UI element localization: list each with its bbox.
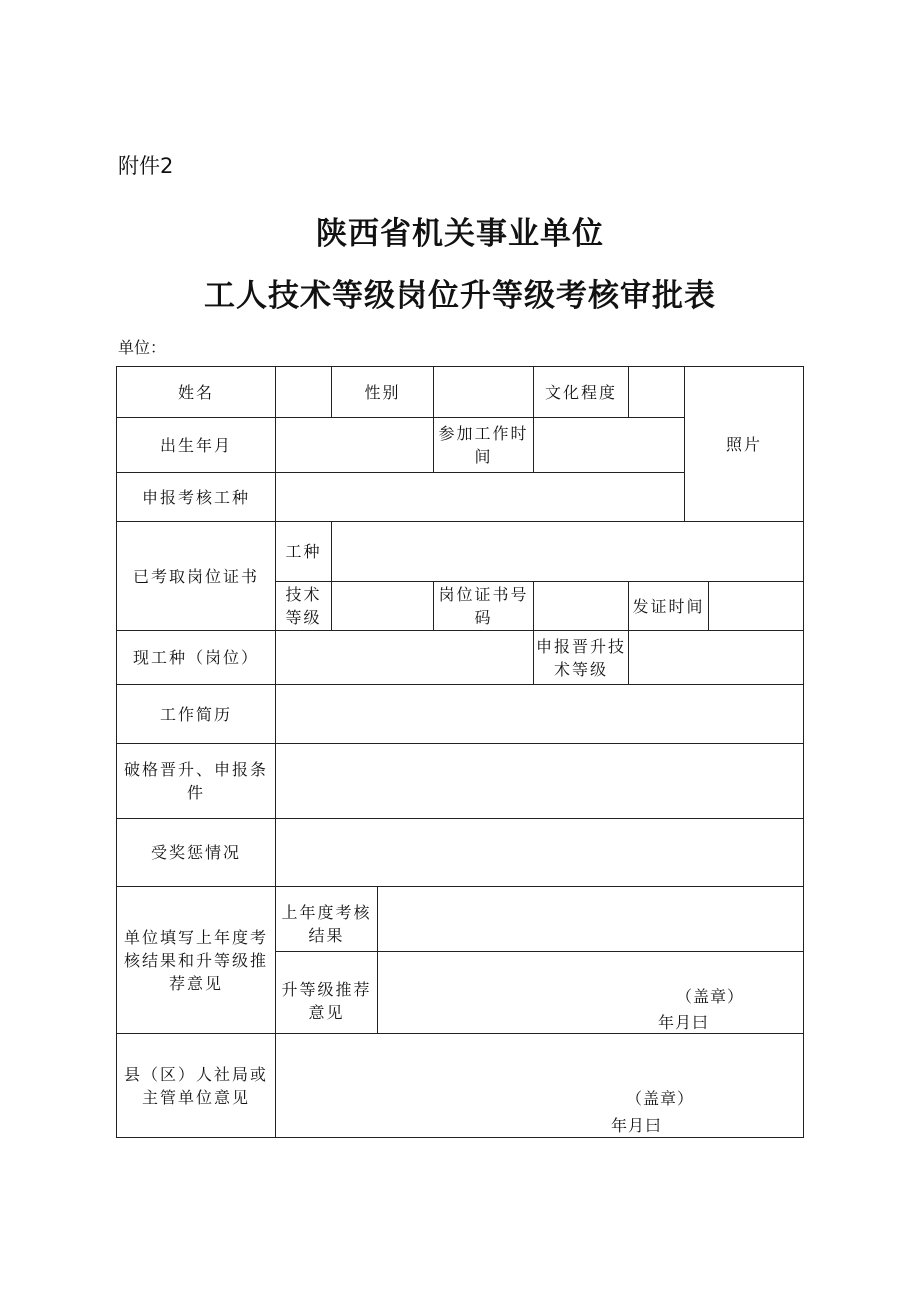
seal-mark-1: （盖章）	[676, 986, 745, 1006]
birth-label: 出生年月	[117, 418, 276, 473]
awards-label: 受奖惩情况	[117, 819, 276, 887]
current-trade-value-cell[interactable]	[276, 631, 534, 685]
trade-label: 工种	[276, 522, 332, 582]
issue-date-value-cell[interactable]	[709, 582, 804, 631]
form-title-line2: 工人技术等级岗位升等级考核审批表	[204, 278, 716, 314]
name-label: 姓名	[117, 367, 276, 418]
unit-label: 单位：	[118, 338, 167, 357]
education-label: 文化程度	[534, 367, 629, 418]
cert-number-label: 岗位证书号码	[434, 582, 534, 631]
seal-mark-2: （盖章）	[626, 1088, 695, 1108]
apply-level-value-cell[interactable]	[629, 631, 804, 685]
cert-obtained-label: 已考取岗位证书	[117, 522, 276, 631]
exceptional-value-cell[interactable]	[276, 744, 804, 819]
form-title-line1: 陕西省机关事业单位	[316, 216, 604, 252]
name-value-cell[interactable]	[276, 367, 332, 418]
county-opinion-value-cell[interactable]	[276, 1034, 804, 1138]
recommend-label: 升等级推荐意见	[276, 952, 378, 1034]
approval-form-table	[116, 366, 804, 1138]
apply-level-label: 申报晋升技术等级	[534, 631, 629, 685]
date-mark-2: 年月曰	[611, 1115, 663, 1135]
education-value-cell[interactable]	[629, 367, 685, 418]
gender-label: 性别	[332, 367, 434, 418]
work-start-value-cell[interactable]	[534, 418, 685, 473]
awards-value-cell[interactable]	[276, 819, 804, 887]
exceptional-label: 破格晋升、申报条件	[117, 744, 276, 819]
current-trade-label: 现工种（岗位）	[117, 631, 276, 685]
recommend-value-cell[interactable]	[378, 952, 804, 1034]
tech-level-value-cell[interactable]	[332, 582, 434, 631]
apply-trade-label: 申报考核工种	[117, 473, 276, 522]
tech-level-label: 技术等级	[276, 582, 332, 631]
gender-value-cell[interactable]	[434, 367, 534, 418]
resume-label: 工作简历	[117, 685, 276, 744]
last-year-result-label: 上年度考核结果	[276, 887, 378, 952]
attachment-label: 附件2	[118, 154, 174, 178]
date-mark-1: 年月曰	[658, 1012, 710, 1032]
resume-value-cell[interactable]	[276, 685, 804, 744]
county-opinion-label: 县（区）人社局或主管单位意见	[117, 1034, 276, 1138]
last-year-result-value-cell[interactable]	[378, 887, 804, 952]
trade-value-cell[interactable]	[332, 522, 804, 582]
photo-box[interactable]: 照片	[685, 367, 804, 522]
birth-value-cell[interactable]	[276, 418, 434, 473]
issue-date-label: 发证时间	[629, 582, 709, 631]
unit-opinion-label: 单位填写上年度考核结果和升等级推荐意见	[117, 887, 276, 1034]
apply-trade-value-cell[interactable]	[276, 473, 685, 522]
cert-number-value-cell[interactable]	[534, 582, 629, 631]
work-start-label: 参加工作时间	[434, 418, 534, 473]
